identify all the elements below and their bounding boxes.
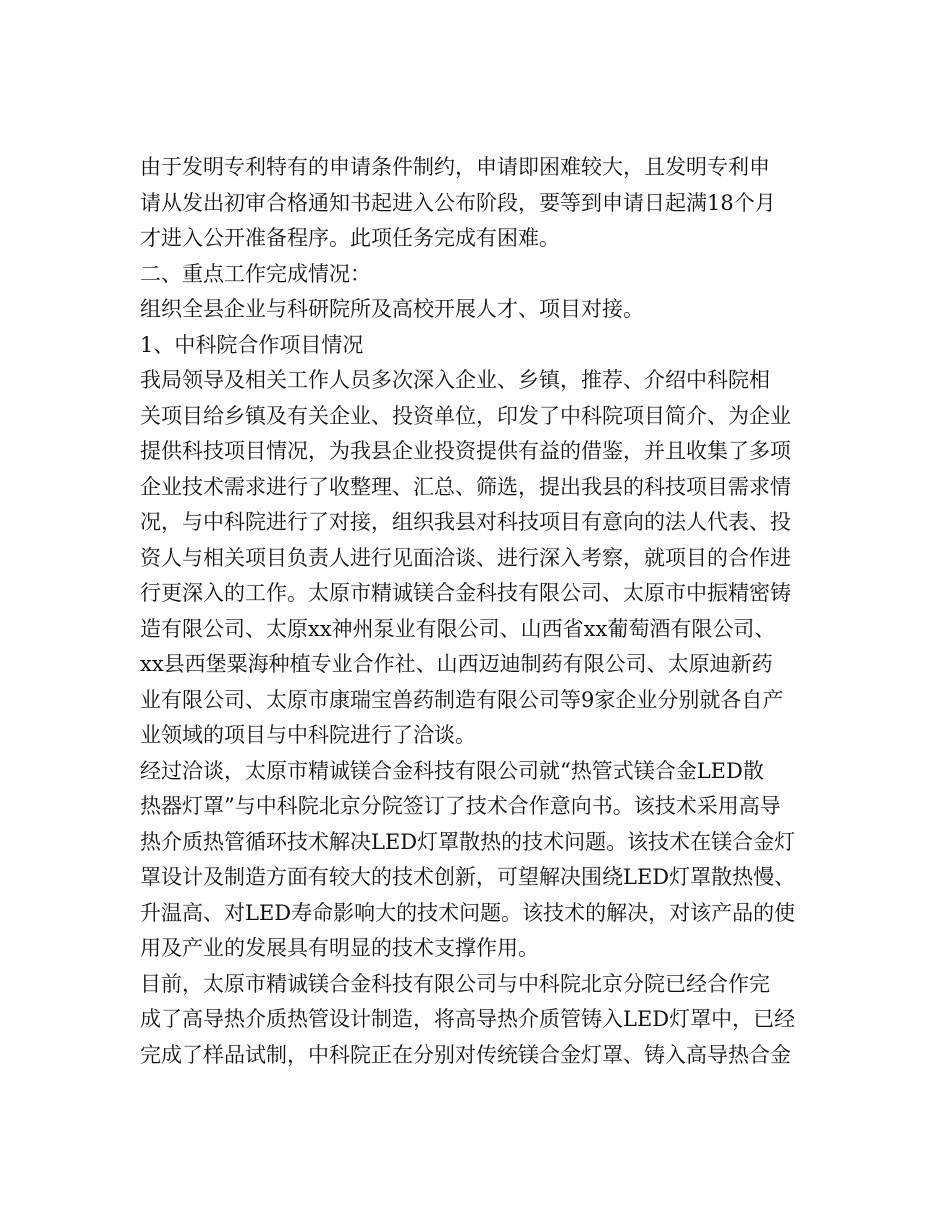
text-line: 组织全县企业与科研院所及高校开展人才、项目对接。 <box>140 297 644 321</box>
text-line: 目前，太原市精诚镁合金科技有限公司与中科院北京分院已经合作完 <box>140 971 770 996</box>
text-line: 完成了样品试制，中科院正在分别对传统镁合金灯罩、铸入高导热合金 <box>140 1042 791 1067</box>
text-line: 业有限公司、太原市康瑞宝兽药制造有限公司等9家企业分别就各自产 <box>140 687 784 712</box>
text-line: 我局领导及相关工作人员多次深入企业、乡镇，推荐、介绍中科院相 <box>140 368 770 392</box>
text-line: 行更深入的工作。太原市精诚镁合金科技有限公司、太原市中振精密铸 <box>140 581 791 605</box>
text-line: 经过洽谈，太原市精诚镁合金科技有限公司就“热管式镁合金LED散 <box>140 758 764 783</box>
text-line: 资人与相关项目负责人进行见面洽谈、进行深入考察，就项目的合作进 <box>140 545 791 570</box>
text-line: 况，与中科院进行了对接，组织我县对科技项目有意向的法人代表、投 <box>140 510 791 534</box>
text-line: xx县西堡粟海种植专业合作社、山西迈迪制药有限公司、太原迪新药 <box>140 652 773 676</box>
text-line: 企业技术需求进行了收整理、汇总、筛选，提出我县的科技项目需求情 <box>140 474 791 499</box>
text-line: 成了高导热介质热管设计制造，将高导热介质管铸入LED灯罩中，已经 <box>140 1007 796 1031</box>
text-line: 造有限公司、太原xx神州泵业有限公司、山西省xx葡萄酒有限公司、 <box>140 616 776 641</box>
text-line: 升温高、对LED寿命影响大的技术问题。该技术的解决，对该产品的使 <box>140 900 796 925</box>
section-heading: 二、重点工作完成情况： <box>140 261 371 286</box>
text-line: 才进入公开准备程序。此项任务完成有困难。 <box>140 226 560 250</box>
text-line: 热介质热管循环技术解决LED灯罩散热的技术问题。该技术在镁合金灯 <box>140 829 796 854</box>
text-line: 用及产业的发展具有明显的技术支撑作用。 <box>140 936 539 960</box>
text-line: 关项目给乡镇及有关企业、投资单位，印发了中科院项目简介、为企业 <box>140 403 791 428</box>
document-body <box>140 150 830 1073</box>
text-line: 罩设计及制造方面有较大的技术创新，可望解决围绕LED灯罩散热慢、 <box>140 865 796 889</box>
subsection-heading: 1、中科院合作项目情况 <box>140 332 364 357</box>
text-line: 提供科技项目情况，为我县企业投资提供有益的借鉴，并且收集了多项 <box>140 439 791 463</box>
text-line: 热器灯罩”与中科院北京分院签订了技术合作意向书。该技术采用高导 <box>140 794 781 818</box>
text-line: 业领域的项目与中科院进行了洽谈。 <box>140 723 476 747</box>
text-line: 请从发出初审合格通知书起进入公布阶段，要等到申请日起满18个月 <box>140 190 776 215</box>
text-line: 由于发明专利特有的申请条件制约，申请即困难较大，且发明专利申 <box>140 155 770 179</box>
